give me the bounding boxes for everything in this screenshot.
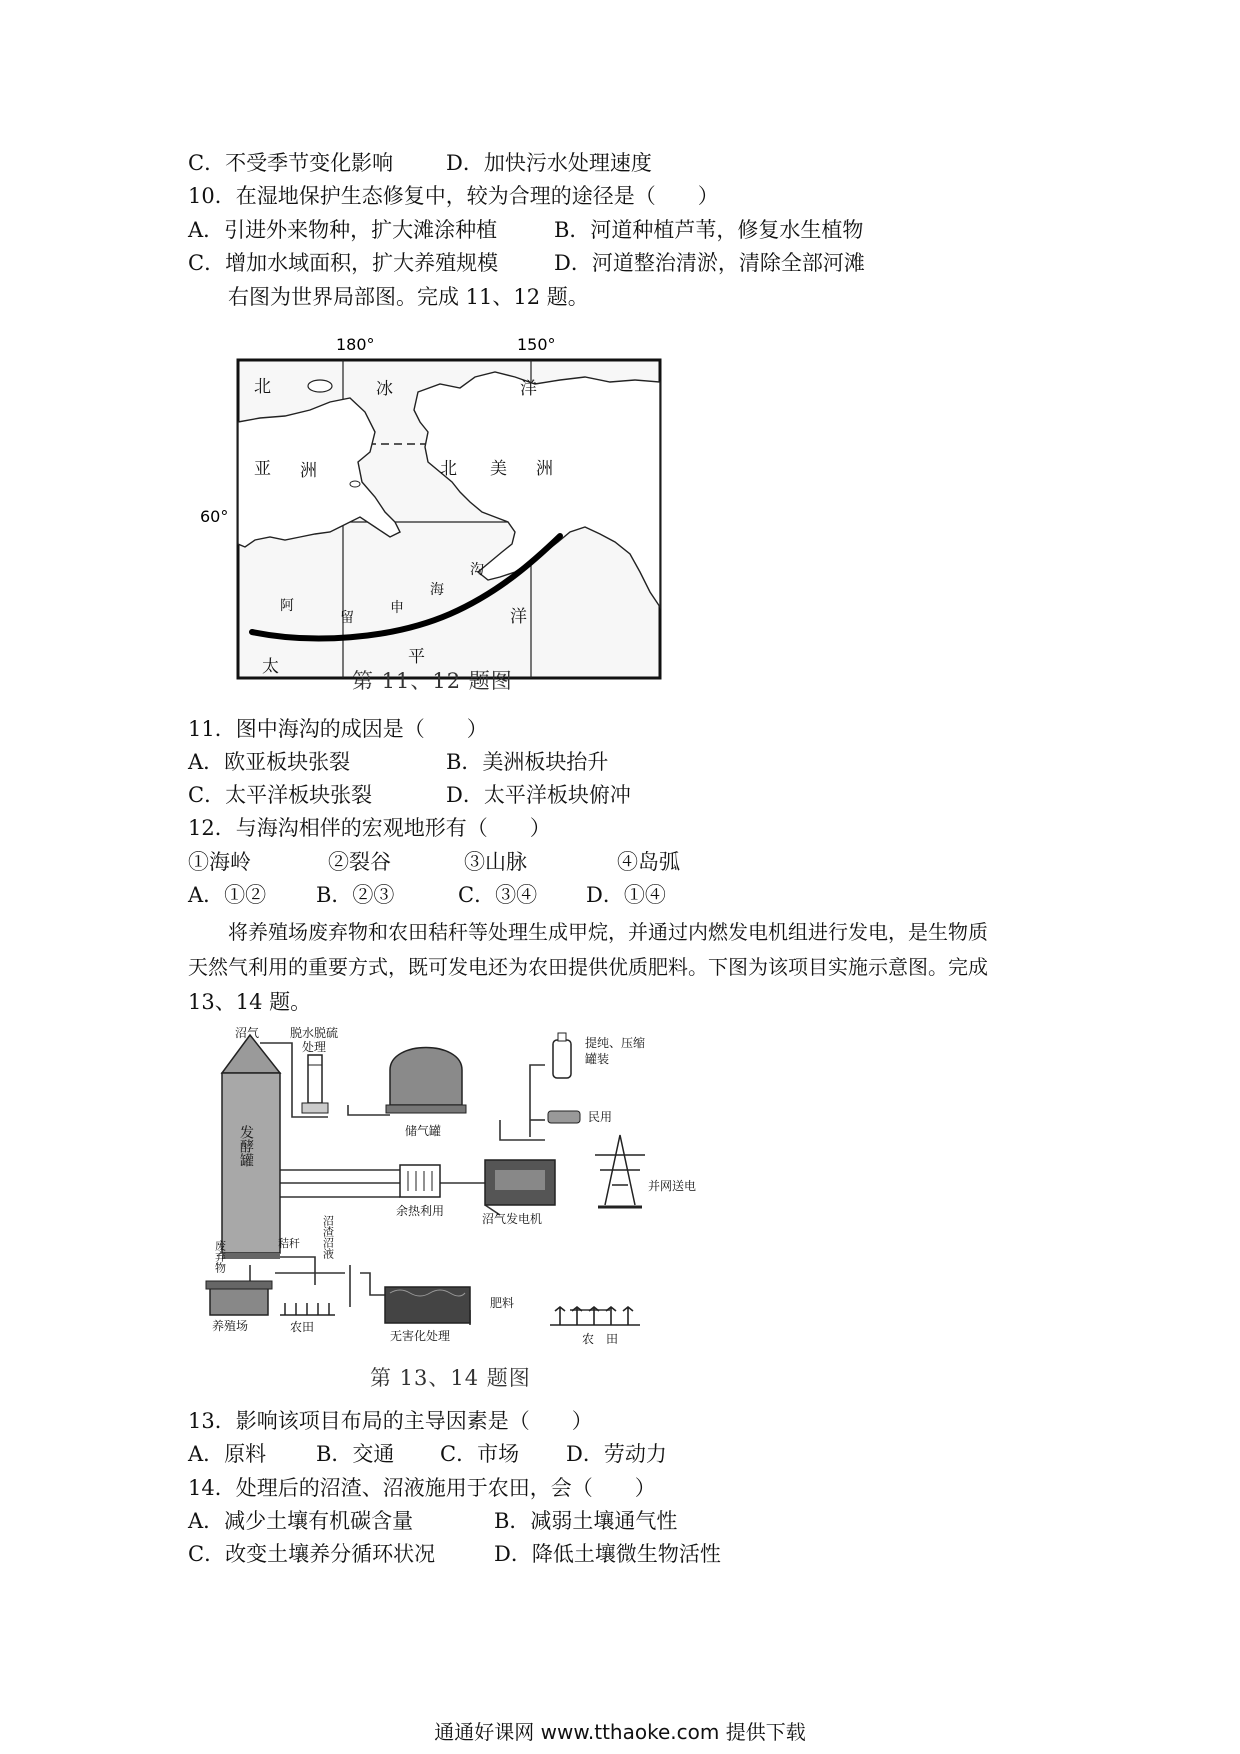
q12-item-2: ②裂谷	[328, 850, 391, 874]
q12-stem: 12．与海沟相伴的宏观地形有（ ）	[188, 816, 551, 840]
diagram-caption: 第 13、14 题图	[370, 1366, 531, 1390]
label-mei: 美	[490, 459, 507, 479]
q11-option-b: B．美洲板块抬升	[446, 750, 609, 774]
q12-item-4: ④岛弧	[617, 850, 680, 874]
biogas-label: 沼气	[235, 1026, 260, 1040]
field-small	[280, 1303, 335, 1315]
generator-label: 沼气发电机	[482, 1212, 543, 1226]
intro-13-14-line1: 将养殖场废弃物和农田秸秆等处理生成甲烷，并通过内燃发电机组进行发电，是生物质	[228, 920, 988, 944]
label-shen: 申	[390, 600, 404, 616]
label-hai: 海	[430, 582, 444, 598]
q11-option-a: A．欧亚板块张裂	[188, 750, 351, 774]
q13-option-d: D．劳动力	[566, 1442, 667, 1466]
label-ya: 亚	[254, 459, 271, 479]
q14-option-d: D．降低土壤微生物活性	[494, 1542, 721, 1566]
gas-cylinder	[553, 1033, 571, 1078]
intro-13-14-line3: 13、14 题。	[188, 990, 312, 1014]
label-bei: 北	[254, 377, 271, 397]
q13-option-a: A．原料	[188, 1442, 267, 1466]
q10-option-a: A．引进外来物种，扩大滩涂种植	[188, 218, 498, 242]
waste-label: 废弃物	[213, 1240, 227, 1273]
field2-label: 农 田	[582, 1332, 619, 1346]
q12-item-3: ③山脉	[464, 850, 527, 874]
q11-option-d: D．太平洋板块俯冲	[446, 783, 631, 807]
bottle-label: 罐装	[585, 1052, 610, 1066]
q14-option-c: C．改变土壤养分循环状况	[188, 1542, 436, 1566]
treat-label: 处理	[302, 1040, 327, 1054]
label-bei-na: 北	[440, 459, 457, 479]
label-bing: 冰	[376, 379, 393, 399]
q12-option-b: B．②③	[316, 883, 395, 907]
harmless-treatment-pool	[385, 1287, 470, 1323]
label-tai: 太	[262, 657, 279, 677]
gas-storage-tank	[386, 1048, 466, 1114]
q11-stem: 11．图中海沟的成因是（ ）	[188, 717, 488, 741]
label-yang-north: 洋	[520, 379, 537, 399]
biogas-diagram	[200, 1025, 740, 1360]
intro-13-14-line2: 天然气利用的重要方式，既可发电还为农田提供优质肥料。下图为该项目实施示意图。完成	[188, 955, 988, 979]
q11-option-c: C．太平洋板块张裂	[188, 783, 373, 807]
civil-label: 民用	[588, 1110, 613, 1124]
map-caption: 第 11、12 题图	[352, 669, 513, 693]
label-yang-pacific: 洋	[510, 607, 527, 627]
q14-option-b: B．减弱土壤通气性	[494, 1509, 678, 1533]
q12-option-a: A．①②	[188, 883, 267, 907]
q13-option-b: B．交通	[316, 1442, 395, 1466]
label-ping: 平	[408, 647, 425, 667]
label-gou: 沟	[470, 562, 484, 578]
tank-label: 储气罐	[405, 1124, 442, 1138]
field1-label: 农田	[290, 1320, 315, 1334]
power-tower	[595, 1135, 645, 1207]
page-footer: 通通好课网 www.tthaoke.com 提供下载	[434, 1720, 806, 1744]
q14-stem: 14．处理后的沼渣、沼液施用于农田，会（ ）	[188, 1476, 656, 1500]
ferment-label: 发酵罐	[238, 1125, 254, 1167]
q12-option-c: C．③④	[458, 883, 538, 907]
heat-label: 余热利用	[396, 1204, 445, 1218]
label-liu: 留	[340, 610, 354, 626]
farm-house-label: 养殖场	[212, 1319, 249, 1333]
q13-option-c: C．市场	[440, 1442, 520, 1466]
q10-option-c: C．增加水域面积，扩大养殖规模	[188, 251, 499, 275]
harmless-label: 无害化处理	[390, 1329, 451, 1343]
label-zhou-asia: 洲	[300, 461, 317, 481]
q10-option-d: D．河道整治清淤，清除全部河滩	[554, 251, 865, 275]
civil-use-icon	[548, 1111, 580, 1123]
q13-stem: 13．影响该项目布局的主导因素是（ ）	[188, 1409, 593, 1433]
dewater-label: 脱水脱硫	[290, 1026, 339, 1040]
straw-label: 秸秆	[278, 1237, 300, 1250]
world-map-figure	[190, 322, 670, 702]
fertilizer-label: 肥料	[490, 1296, 515, 1310]
residue-label: 沼渣沼液	[321, 1215, 335, 1259]
intro-11-12: 右图为世界局部图。完成 11、12 题。	[228, 285, 589, 309]
livestock-farm	[206, 1281, 272, 1315]
q9-option-d: D．加快污水处理速度	[446, 151, 652, 175]
q10-stem: 10．在湿地保护生态修复中，较为合理的途径是（ ）	[188, 184, 719, 208]
label-a: 阿	[280, 598, 294, 614]
dewatering-unit	[302, 1055, 328, 1113]
heat-exchanger	[400, 1165, 440, 1197]
label-zhou-na: 洲	[536, 459, 553, 479]
lon-label-180: 180°	[336, 335, 375, 354]
q12-option-d: D．①④	[586, 883, 666, 907]
lat-label-60: 60°	[200, 507, 229, 526]
purify-label: 提纯、压缩	[585, 1036, 646, 1050]
lon-label-150: 150°	[517, 335, 556, 354]
q12-item-1: ①海岭	[188, 850, 251, 874]
biogas-generator	[485, 1160, 555, 1205]
q9-option-c: C．不受季节变化影响	[188, 151, 394, 175]
fermentation-tank	[222, 1035, 280, 1259]
grid-label: 并网送电	[648, 1179, 697, 1193]
q14-option-a: A．减少土壤有机碳含量	[188, 1509, 414, 1533]
q10-option-b: B．河道种植芦苇，修复水生植物	[554, 218, 864, 242]
